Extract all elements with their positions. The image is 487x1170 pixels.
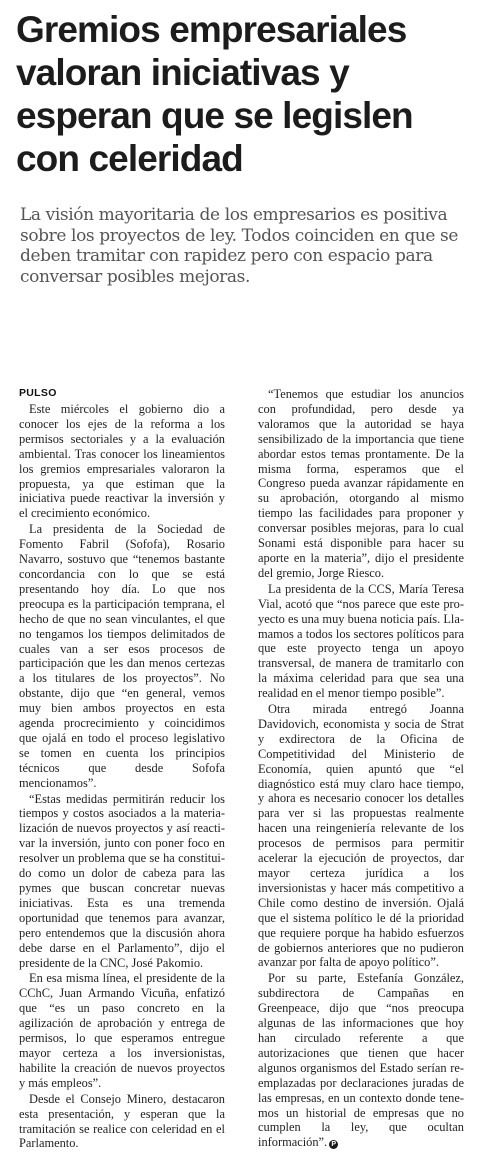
article-column-left xyxy=(19,387,225,1151)
body-paragraph: Este miércoles el gobierno dio a conocer los ejes de la reforma a los permisos sectoriales y a la evaluación ambiental. Tras conocer los lineamientos los gremios empresariales valoraron la propuesta, ya que estiman que la iniciativa puede reactivar la inversión y el crecimiento económico. xyxy=(19,402,225,521)
body-paragraph: Otra mirada entregó Joanna Davidovich, economista y socia de Strat y exdirectora de la Oficina de Competitividad del Ministerio de Economía, quien apuntó que “el diagnóstico está muy claro hace tiempo, y ahora es necesario conocer los detalles para ver si las propuestas realmente hacen una reingeniería relevante de los procesos de permisos para permitir acelerar la ejecución de proyectos, dar mayor certeza jurídica a los inversionistas y hacer más competitivo a Chile como destino de inversión. Ojalá que el sistema político le dé la prioridad que requiere porque ha habido esfuerzos de gobiernos anteriores que no pudieron avanzar por falta de apoyo político”. xyxy=(258,702,464,970)
last-paragraph-text: Por su parte, Estefanía González, subdirectora de Campañas en Greenpeace, dijo que “nos preocupa algunas de las informaciones que hoy han circulado referente a que autorizaciones que tienen que hacer algunos organismos del Estado serían reemplazadas por declaraciones juradas de las empresas, en un contexto donde tenemos un historial de empresas que no cumplen la ley, que ocultan información”. xyxy=(258,971,464,1150)
end-of-article-icon: P xyxy=(329,1140,338,1149)
body-paragraph: En esa misma línea, el presidente de la CChC, Juan Armando Vicuña, enfatizó que “es un paso concreto en la agilización de aprobación y entrega de permisos, lo que esperamos entregue mayor certeza a los inversionistas, habilite la creación de nuevos proyectos y más empleos”. xyxy=(19,971,225,1090)
body-paragraph: La presidenta de la Sociedad de Fomento Fabril (Sofofa), Rosario Navarro, sostuvo que “tenemos bastante concordancia con lo que se está presentando hoy día. Lo que nos preocupa es la participación temprana, el hecho de que no sean vinculantes, el que no tengamos los tiempos delimitados de cuales van a ser esos procesos de participación que les dan menos certezas a los titulares de los proyectos”. No obstante, dijo que “en general, vemos muy bien ambos proyectos en esta agenda procrecimiento y coincidimos que ojalá en todo el proceso legislativo se tomen en cuenta los principios técnicos que desde Sofofa mencionamos”. xyxy=(19,522,225,790)
body-paragraph: “Tenemos que estudiar los anuncios con profundidad, pero desde ya valoramos que la autoridad se haya sensibilizado de la importancia que tiene abordar estos temas prontamente. De la misma forma, esperamos que el Congreso pueda avanzar rápidamente en su aprobación, otorgando al mismo tiempo las facilidades para proponer y conversar posibles mejoras, para lo cual Sonami está disponible para hacer su aporte en la materia”, dijo el presidente del gremio, Jorge Riesco. xyxy=(258,387,464,580)
byline: PULSO xyxy=(19,387,57,399)
body-paragraph: La presidenta de la CCS, María Teresa Vial, acotó que “nos parece que este proyecto es una muy buena noticia país. Llamamos a todos los sectores políticos para que este proyecto tenga un apoyo transversal, de manera de tramitarlo con la máxima celeridad para que sea una realidad en el menor tiempo posible”. xyxy=(258,581,464,701)
body-paragraph: Desde el Consejo Minero, destacaron esta presentación, y esperan que la tramitación se realice con celeridad en el Parlamento. xyxy=(19,1091,225,1151)
lead-paragraph: La visión mayoritaria de los empresarios es positiva sobre los proyectos de ley. Todos coinciden en que se deben tramitar con rapidez pero con espacio para conversar posibles mejoras. xyxy=(20,205,459,287)
headline: Gremios empresariales valoran iniciativas y esperan que se legislen con celeridad xyxy=(16,9,413,179)
body-paragraph: “Estas medidas permitirán reducir los tiempos y costos asociados a la materialización de nuevos proyectos y así reactivar la inversión, junto con poner foco en resolver un problema que se ha constituido como un dolor de cabeza para las pymes que buscan concretar nuevas iniciativas. Esta es una tremenda oportunidad que tenemos para avanzar, pero entendemos que la discusión ahora debe darse en el Parlamento”, dijo el presidente de la CNC, José Pakomio. xyxy=(19,791,225,970)
body-paragraph-last xyxy=(258,971,464,1150)
article-column-right xyxy=(258,387,464,1150)
